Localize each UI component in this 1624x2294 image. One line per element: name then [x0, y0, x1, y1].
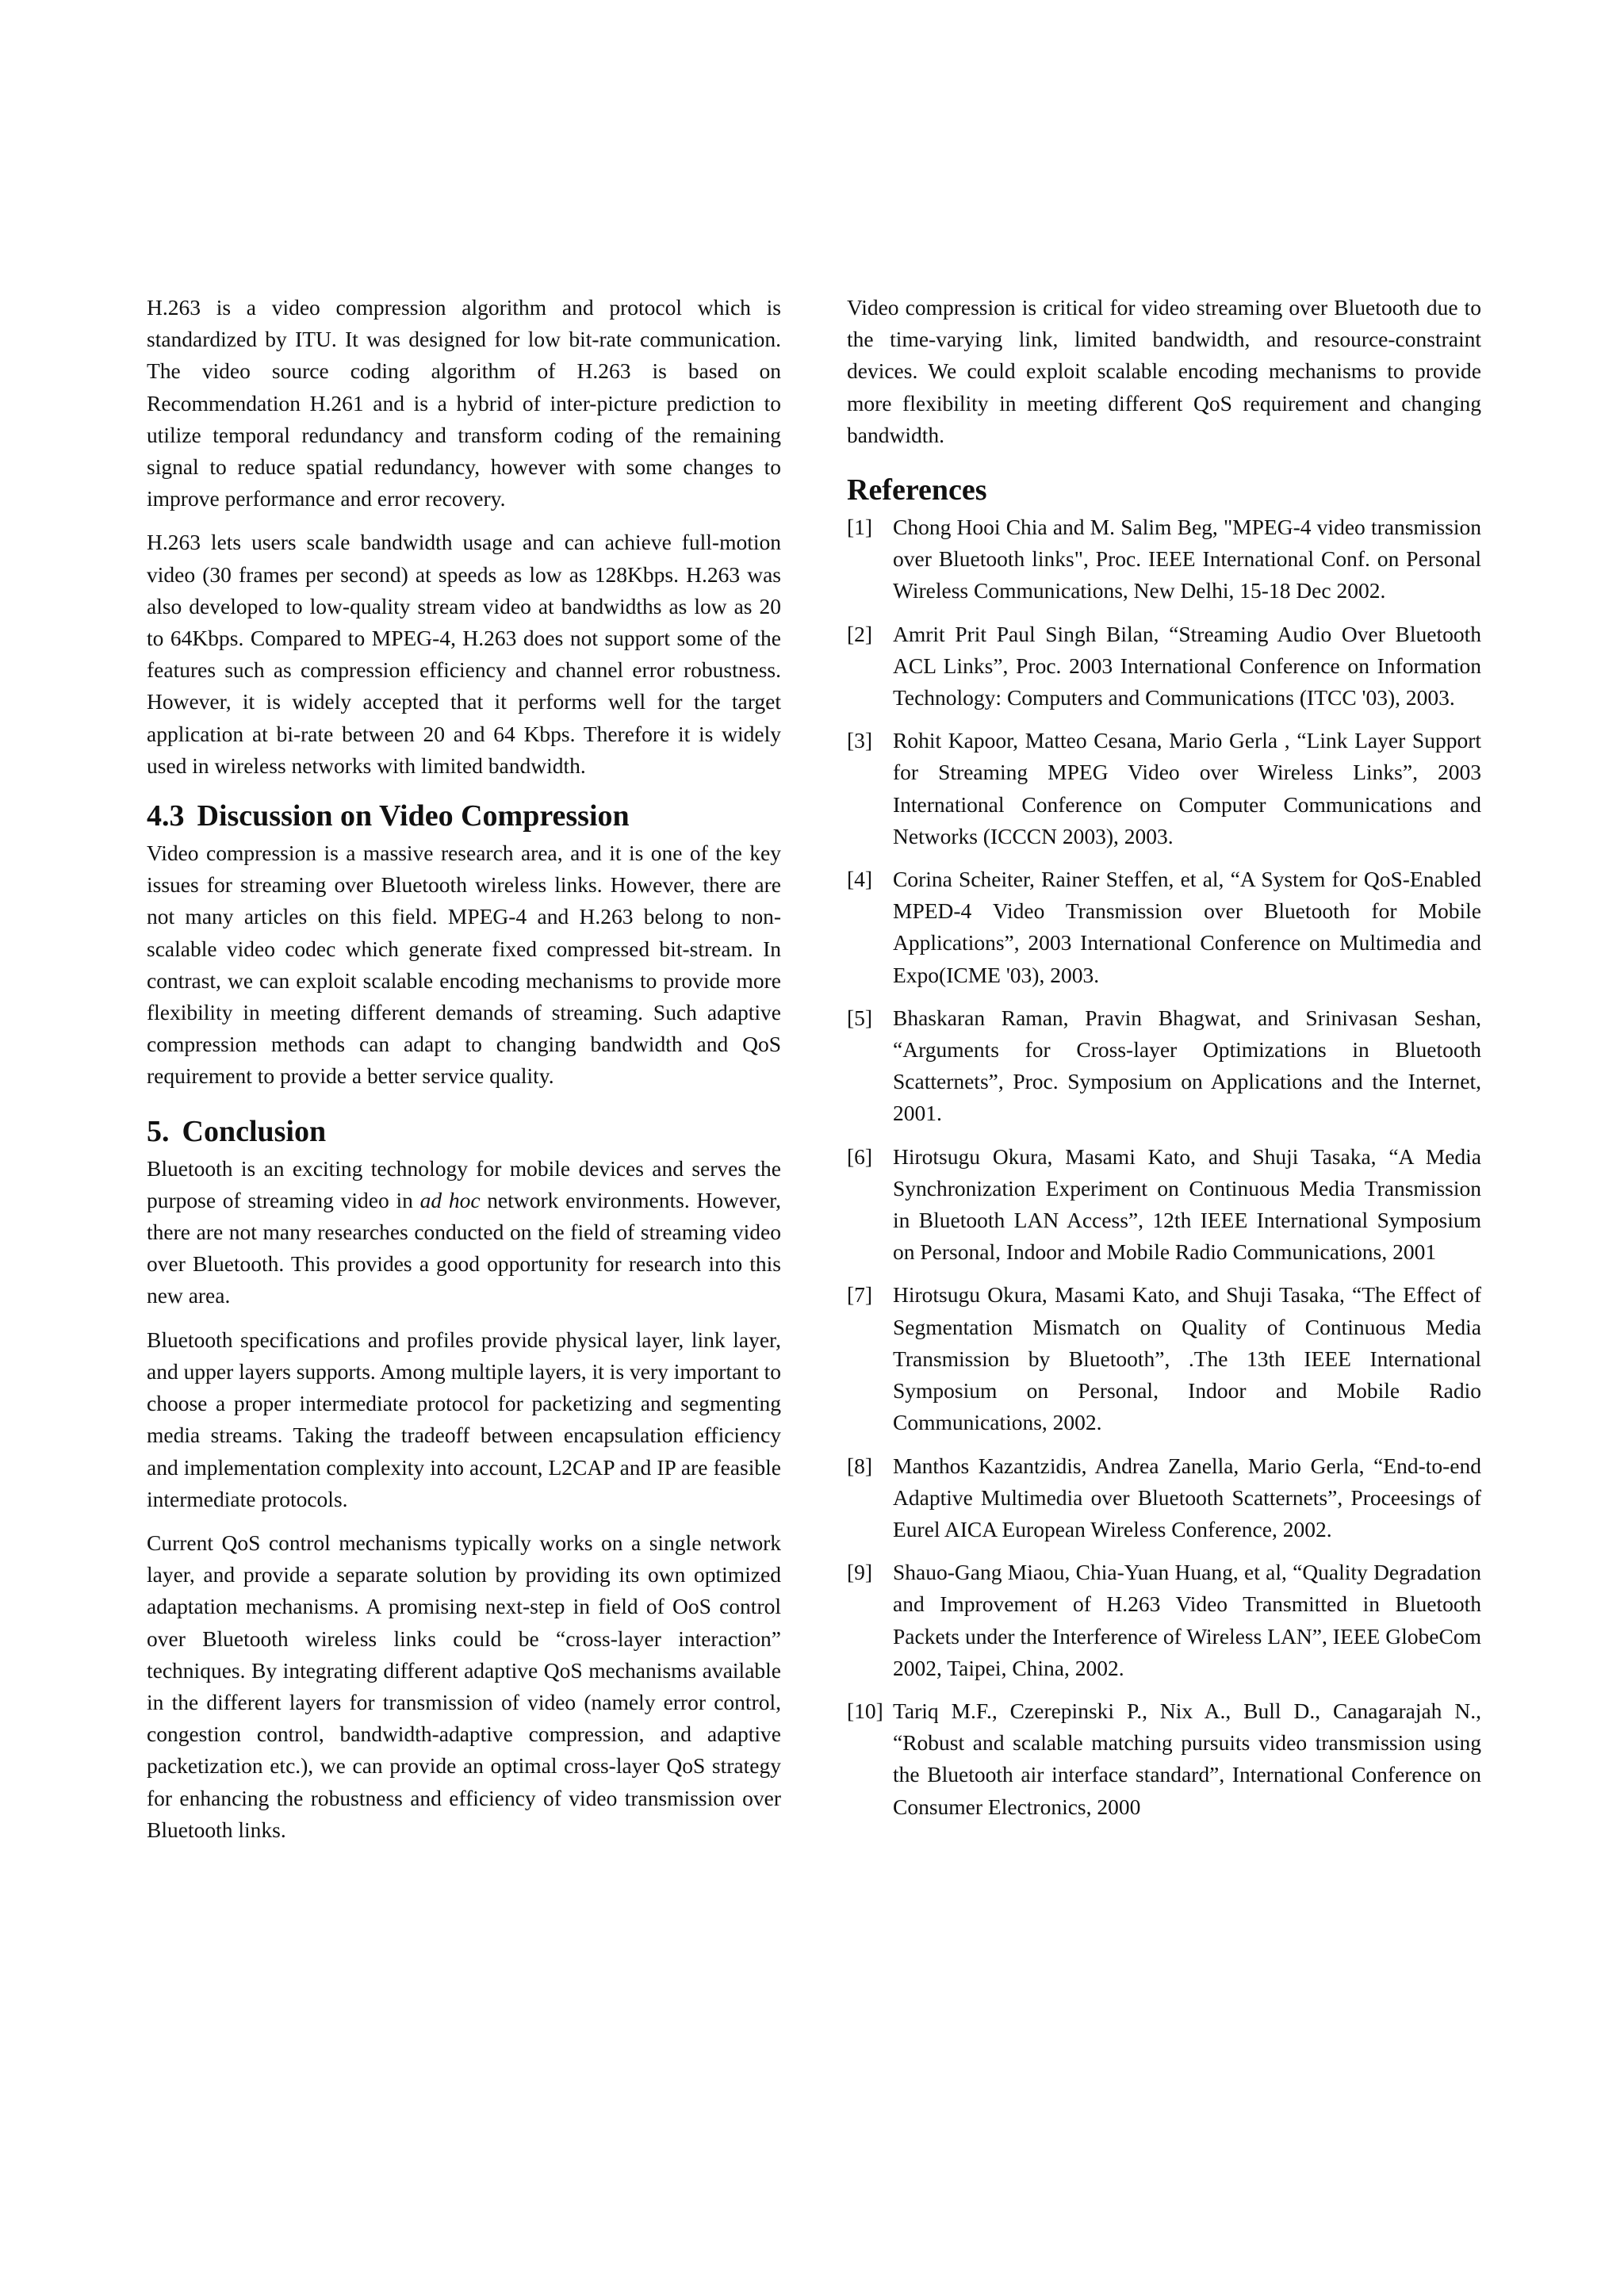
reference-text: Chong Hooi Chia and M. Salim Beg, "MPEG-4 video transmission over Bluetooth links", Proc. IEEE International Conf. on Personal Wireless Communications, New Delhi, 15-18 Dec 2002. [893, 515, 1481, 603]
discussion-paragraph: Video compression is a massive research area, and it is one of the key issues for streaming over Bluetooth wireless links. However, there are not many articles on this field. MPEG-4 and H.263 belong to non-scalable video codec which generate fixed compressed bit-stream. In contrast, we can exploit scalable encoding mechanisms to provide more flexibility in meeting different demands of streaming. Such adaptive compression methods can adapt to changing bandwidth and QoS requirement to provide a better service quality. [147, 841, 781, 1089]
reference-item [847, 1450, 1481, 1546]
reference-number: [9] [847, 1560, 873, 1585]
reference-item [847, 1141, 1481, 1269]
section-heading-4-3 [147, 796, 781, 836]
reference-item [847, 864, 1481, 991]
reference-item [847, 511, 1481, 607]
conclusion-paragraph-2: Bluetooth specifications and profiles provide physical layer, link layer, and upper layers supports. Among multiple layers, it is very important to choose a proper intermediate protocol for packetizing and segmenting media streams. Taking the tradeoff between encapsulation efficiency and implementation complexity into account, L2CAP and IP are feasible intermediate protocols. [147, 1327, 781, 1511]
reference-item [847, 1695, 1481, 1823]
reference-number: [1] [847, 515, 873, 540]
left-column [147, 292, 781, 1858]
reference-text: Shauo-Gang Miaou, Chia-Yuan Huang, et al, “Quality Degradation and Improvement of H.263 Video Transmitted in Bluetooth Packets under the Interference of Wireless LAN”, IEEE GlobeCom 2002, Taipei, China, 2002. [893, 1560, 1481, 1680]
reference-text: Manthos Kazantzidis, Andrea Zanella, Mario Gerla, “End-to-end Adaptive Multimedia over Bluetooth Scatternets”, Proceesings of Eurel AICA European Wireless Conference, 2002. [893, 1453, 1481, 1541]
reference-number: [6] [847, 1143, 873, 1169]
reference-number: [4] [847, 867, 873, 892]
references-heading: References [847, 473, 987, 507]
reference-number: [3] [847, 728, 873, 753]
right-column [847, 292, 1481, 1834]
section-heading-5 [147, 1112, 781, 1151]
section-number: 4.3 [147, 799, 185, 833]
section-number: 5. [147, 1114, 170, 1148]
references-list [847, 511, 1481, 1823]
reference-text: Hirotsugu Okura, Masami Kato, and Shuji Tasaka, “The Effect of Segmentation Mismatch on Quality of Continuous Media Transmission by Bluetooth”, .The 13th IEEE International Symposium on Personal, Indoor and Mobile Radio Communications, 2002. [893, 1282, 1481, 1435]
conclusion-paragraph-1: Bluetooth is an exciting technology for mobile devices and serves the purpose of streaming video in ad hoc network environments. However, there are not many researches conducted on the field of streaming video over Bluetooth. This provides a good opportunity for research into this new area. [147, 1155, 781, 1308]
reference-text: Amrit Prit Paul Singh Bilan, “Streaming Audio Over Bluetooth ACL Links”, Proc. 2003 International Conference on Information Technology: Computers and Communications (ITCC '03), 2003. [893, 621, 1481, 710]
reference-number: [8] [847, 1453, 873, 1478]
reference-item [847, 618, 1481, 714]
h263-intro-paragraph: H.263 is a video compression algorithm and protocol which is standardized by ITU. It was designed for low bit-rate communication. The video source coding algorithm of H.263 is based on Recommendation H.261 and is a hybrid of inter-picture prediction to utilize temporal redundancy and transform coding of the remaining signal to reduce spatial redundancy, however with some changes to improve performance and error recovery. [147, 295, 781, 511]
conclusion-paragraph-3: Current QoS control mechanisms typically works on a single network layer, and provide a separate solution by providing its own optimized adaptation mechanisms. A promising next-step in field of OoS control over Bluetooth wireless links could be “cross-layer interaction” techniques. By integrating different adaptive QoS mechanisms available in the different layers for transmission of video (namely error control, congestion control, bandwidth-adaptive compression, and adaptive packetization etc.), we can provide an optimal cross-layer QoS strategy for enhancing the robustness and efficiency of video transmission over Bluetooth links. [147, 1530, 781, 1842]
h263-bandwidth-paragraph: H.263 lets users scale bandwidth usage and can achieve full-motion video (30 frames per second) at speeds as low as 128Kbps. H.263 was also developed to low-quality stream video at bandwidths as low as 20 to 64Kbps. Compared to MPEG-4, H.263 does not support some of the features such as compression efficiency and channel error robustness. However, it is widely accepted that it performs well for the target application at bi-rate between 20 and 64 Kbps. Therefore it is widely used in wireless networks with limited bandwidth. [147, 530, 781, 778]
video-compression-paragraph: Video compression is critical for video streaming over Bluetooth due to the time-varying link, limited bandwidth, and resource-constraint devices. We could exploit scalable encoding mechanisms to provide more flexibility in meeting different QoS requirement and changing bandwidth. [847, 295, 1481, 447]
reference-text: Tariq M.F., Czerepinski P., Nix A., Bull D., Canagarajah N., “Robust and scalable matching pursuits video transmission using the Bluetooth air interface standard”, International Conference on Consumer Electronics, 2000 [893, 1698, 1481, 1819]
reference-item [847, 1557, 1481, 1684]
reference-text: Hirotsugu Okura, Masami Kato, and Shuji Tasaka, “A Media Synchronization Experiment on Continuous Media Transmission in Bluetooth LAN Access”, 12th IEEE International Symposium on Personal, Indoor and Mobile Radio Communications, 2001 [893, 1143, 1481, 1265]
reference-number: [7] [847, 1282, 873, 1308]
reference-number: [5] [847, 1005, 873, 1030]
reference-text: Corina Scheiter, Rainer Steffen, et al, “A System for QoS-Enabled MPED-4 Video Transmission over Bluetooth for Mobile Applications”, 2003 International Conference on Multimedia and Expo(ICME '03), 2003. [893, 867, 1481, 987]
reference-text: Rohit Kapoor, Matteo Cesana, Mario Gerla , “Link Layer Support for Streaming MPEG Video over Wireless Links”, 2003 International Conference on Computer Communications and Networks (ICCCN 2003), 2003. [893, 728, 1481, 848]
reference-item [847, 725, 1481, 852]
section-title: Conclusion [182, 1114, 327, 1148]
reference-item [847, 1002, 1481, 1130]
reference-number: [2] [847, 621, 873, 646]
reference-item [847, 1279, 1481, 1438]
italic-term: ad hoc [419, 1187, 481, 1212]
reference-text: Bhaskaran Raman, Pravin Bhagwat, and Srinivasan Seshan, “Arguments for Cross-layer Optimizations in Bluetooth Scatternets”, Proc. Symposium on Applications and the Internet, 2001. [893, 1005, 1481, 1126]
section-title: Discussion on Video Compression [197, 799, 630, 833]
reference-number: [10] [847, 1698, 883, 1723]
